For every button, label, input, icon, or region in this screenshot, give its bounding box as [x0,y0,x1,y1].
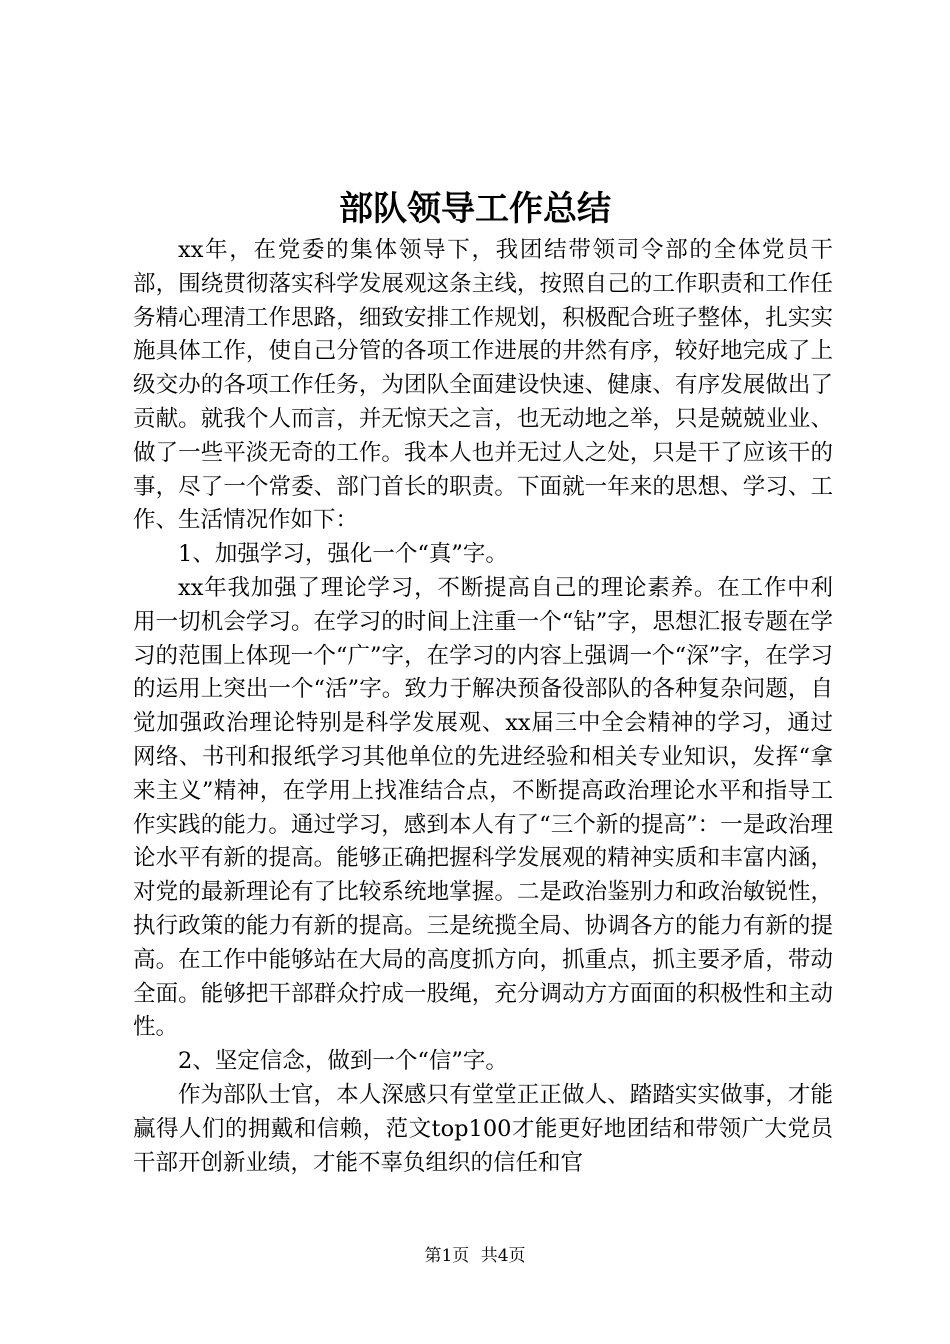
paragraph-study: xx年我加强了理论学习，不断提高自己的理论素养。在工作中利用一切机会学习。在学习的时间上注重一个“钻”字，思想汇报专题在学习的范围上体现一个“广”字，在学习的内容上强调一个“深”字，在学习的运用上突出一个“活”字。致力于解决预备役部队的各种复杂问题，自觉加强政治理论特别是科学发展观、xx届三中全会精神的学习，通过网络、书刊和报纸学习其他单位的先进经验和相关专业知识，发挥“拿来主义”精神，在学用上找准结合点，不断提高政治理论水平和指导工作实践的能力。通过学习，感到本人有了“三个新的提高”：一是政治理论水平有新的提高。能够正确把握科学发展观的精神实质和丰富内涵，对党的最新理论有了比较系统地掌握。二是政治鉴别力和政治敏锐性，执行政策的能力有新的提高。三是统揽全局、协调各方的能力有新的提高。在工作中能够站在大局的高度抓方向，抓重点，抓主要矛盾，带动全面。能够把干部群众拧成一股绳，充分调动方方面面的积极性和主动性。 [133,574,833,1041]
paragraph-intro: xx年，在党委的集体领导下，我团结带领司令部的全体党员干部，围绕贯彻落实科学发展观这条主线，按照自己的工作职责和工作任务精心理清工作思路，细致安排工作规划，积极配合班子整体，扎实实施具体工作，使自己分管的各项工作进展的井然有序，较好地完成了上级交办的各项工作任务，为团队全面建设快速、健康、有序发展做出了贡献。就我个人而言，并无惊天之言，也无动地之举，只是兢兢业业、做了一些平淡无奇的工作。我本人也并无过人之处，只是干了应该干的事，尽了一个常委、部门首长的职责。下面就一年来的思想、学习、工作、生活情况作如下： [133,237,833,534]
document-body [133,234,833,1180]
section-heading-2: 2、坚定信念，做到一个“信”字。 [178,1048,508,1075]
page-total: 共4页 [480,1246,526,1266]
page-number: 第1页 [424,1246,470,1266]
page-footer [0,1244,950,1268]
section-heading-1: 1、加强学习，强化一个“真”字。 [178,541,508,568]
paragraph-belief: 作为部队士官，本人深感只有堂堂正正做人、踏踏实实做事，才能赢得人们的拥戴和信赖，范文top100才能更好地团结和带领广大党员干部开创新业绩，才能不辜负组织的信任和官 [133,1081,833,1176]
document-title: 部队领导工作总结 [339,189,611,229]
